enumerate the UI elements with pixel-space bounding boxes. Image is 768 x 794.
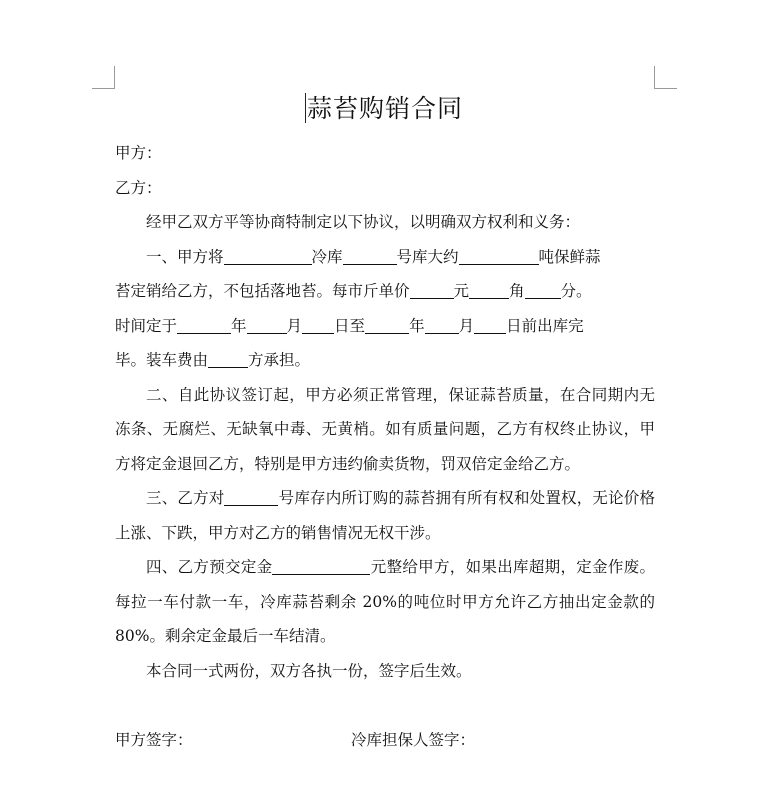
clause4-paragraph [115, 550, 655, 654]
party-a-signature-label: 甲方签字： [115, 730, 193, 749]
document-title-text: 蒜苔购销合同 [306, 94, 463, 123]
blank-line [115, 688, 655, 723]
clause4-text: 元整给甲方，如果出库超期，定金作废。每拉一车付款一车，冷库蒜苔剩余 20%的吨位时甲方允许乙方抽出定金款的 80%。剩余定金最后一车结清。 [115, 558, 655, 645]
clause1-text: 方承担。 [248, 351, 311, 369]
blank-end-month [425, 316, 459, 333]
clause1-line4 [115, 343, 655, 378]
clause1-text: 毕。装车费由 [115, 351, 209, 369]
clause1-text: 一、甲方将 [146, 247, 224, 266]
blank-deposit-amount [272, 558, 370, 575]
text-cursor [305, 93, 306, 123]
closing-text: 本合同一式两份，双方各执一份，签字后生效。 [146, 661, 472, 680]
blank-price-jiao [469, 282, 509, 299]
signature-row [115, 723, 655, 758]
clause1-text: 月 [458, 316, 475, 335]
party-b-line [115, 171, 655, 206]
clause1-text: 角 [509, 282, 525, 300]
clause1-text: 月 [286, 316, 303, 335]
closing-paragraph [115, 654, 655, 689]
clause1-text: 时间定于 [115, 316, 178, 335]
clause1-text: 分。 [560, 282, 592, 300]
clause4-text: 四、乙方预交定金 [146, 558, 273, 576]
clause1-text: 元 [453, 282, 470, 300]
blank-price-yuan [410, 282, 454, 299]
party-b-label: 乙方： [115, 178, 162, 197]
clause3-text: 号库存内所订购的蒜苔拥有所有权和处置权，无论价格上涨、下跌，甲方对乙方的销售情况无权干涉。 [115, 489, 655, 542]
corner-mark-top-right [654, 66, 677, 89]
clause1-text: 年 [409, 316, 425, 335]
blank-end-day [474, 316, 506, 333]
clause3-paragraph [115, 481, 655, 550]
clause1-line3 [115, 309, 655, 344]
clause1-text: 号库大约 [396, 247, 459, 266]
clause1-line2 [115, 274, 655, 309]
clause1-text: 日至 [334, 316, 366, 335]
blank-storage-number [224, 489, 278, 506]
clause1-line1 [115, 240, 655, 275]
guarantor-signature-label: 冷库担保人签字： [351, 730, 476, 749]
blank-loading-party [208, 351, 248, 368]
clause3-text: 三、乙方对 [146, 489, 225, 507]
blank-end-year [365, 316, 409, 333]
blank-price-fen [525, 282, 561, 299]
blank-start-month [247, 316, 287, 333]
intro-paragraph [115, 205, 655, 240]
document-body[interactable] [115, 136, 655, 757]
clause1-text: 苔定销给乙方，不包括落地苔。每市斤单价 [115, 282, 410, 300]
clause1-text: 年 [231, 316, 247, 335]
intro-text: 经甲乙双方平等协商特制定以下协议，以明确双方权利和义务： [146, 213, 581, 231]
clause1-text: 日前出库完 [506, 316, 584, 335]
blank-start-year [177, 316, 231, 333]
document-title[interactable] [0, 92, 768, 126]
blank-start-day [302, 316, 334, 333]
blank-party-a-name [224, 247, 312, 264]
clause2-paragraph [115, 378, 655, 482]
corner-mark-top-left [92, 66, 115, 89]
party-a-label: 甲方： [115, 144, 162, 162]
clause1-text: 冷库 [311, 247, 343, 266]
blank-tonnage [459, 247, 539, 264]
blank-storage-name [343, 247, 397, 264]
clause2-text: 二、自此协议签订起，甲方必须正常管理，保证蒜苔质量，在合同期内无冻条、无腐烂、无缺氧中毒、无黄梢。如有质量问题，乙方有权终止协议，甲方将定金退回乙方，特别是甲方违约偷卖货物，罚双倍定金给乙方。 [115, 385, 655, 473]
party-a-line [115, 136, 655, 171]
clause1-text: 吨保鲜蒜 [538, 247, 601, 266]
